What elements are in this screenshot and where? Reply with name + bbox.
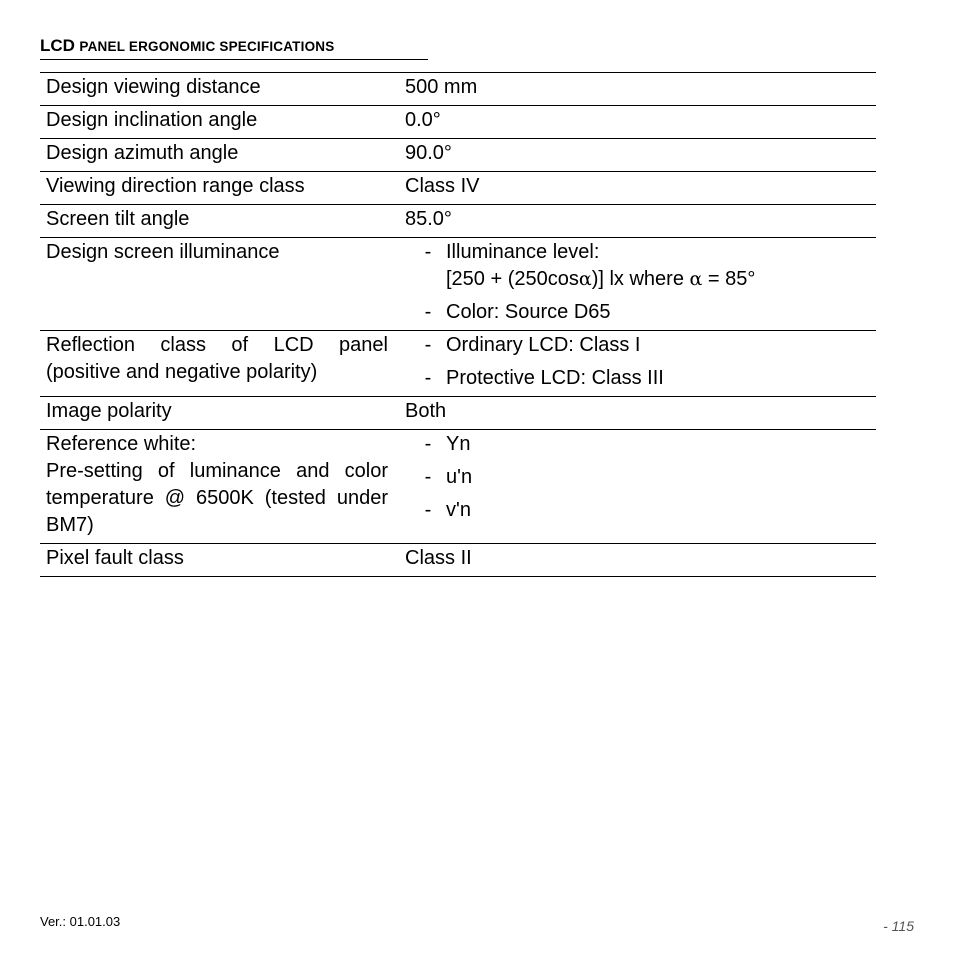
spec-label: Pixel fault class [46, 547, 184, 569]
spec-label: Design azimuth angle [46, 142, 239, 164]
spec-label: Screen tilt angle [46, 208, 190, 230]
spec-value: 85.0° [405, 208, 452, 230]
bullet-dash: - [424, 499, 432, 521]
table-row [40, 544, 876, 577]
version-label: Ver.: 01.01.03 [40, 914, 121, 929]
bullet-dash: - [424, 334, 432, 356]
spec-value: 90.0° [405, 142, 452, 164]
bullet-dash: - [424, 466, 432, 488]
bullet-dash: - [424, 367, 432, 389]
table-row [40, 205, 876, 238]
table-row [40, 331, 876, 397]
alpha-symbol: α [578, 268, 592, 290]
bullet-dash: - [424, 433, 432, 455]
spec-value: 0.0° [405, 109, 441, 131]
list-item: - Yn [400, 431, 876, 458]
illuminance-label: Illuminance level: [446, 241, 600, 263]
list-item: - Protective LCD: Class III [400, 365, 876, 392]
page-number: - 115 [883, 918, 914, 934]
list-item: - Illuminance level: [250 + (250cosα)] lx where α = 85° [400, 239, 876, 293]
section-heading [40, 36, 428, 60]
spec-label: Reflection class of LCD panel (positive and negative polarity) [46, 334, 388, 383]
table-row [40, 172, 876, 205]
alpha-symbol: α [689, 268, 703, 290]
list-item: - u'n [400, 464, 876, 491]
spec-value: Class IV [405, 175, 480, 197]
spec-label: Viewing direction range class [46, 175, 305, 197]
spec-label: Reference white: Pre-setting of luminance and color temperature @ 6500K (tested under BM7) [46, 433, 388, 536]
spec-label: Design viewing distance [46, 76, 261, 98]
heading-title: PANEL ERGONOMIC SPECIFICATIONS [79, 39, 335, 54]
table-row [40, 430, 876, 544]
table-row [40, 397, 876, 430]
specifications-table [40, 72, 876, 577]
list-item: - Color: Source D65 [400, 299, 876, 326]
spec-label: Image polarity [46, 400, 172, 422]
list-item: - Ordinary LCD: Class I [400, 332, 876, 359]
bullet-dash: - [424, 241, 432, 263]
spec-label: Design screen illuminance [46, 241, 280, 263]
heading-acronym: LCD [40, 36, 75, 55]
spec-value: Both [405, 400, 447, 422]
spec-label: Design inclination angle [46, 109, 258, 131]
table-row [40, 73, 876, 106]
spec-value: Class II [405, 547, 472, 569]
spec-value: 500 mm [405, 76, 478, 98]
table-row [40, 238, 876, 331]
bullet-dash: - [424, 301, 432, 323]
table-row [40, 139, 876, 172]
table-row [40, 106, 876, 139]
list-item: - v'n [400, 497, 876, 524]
